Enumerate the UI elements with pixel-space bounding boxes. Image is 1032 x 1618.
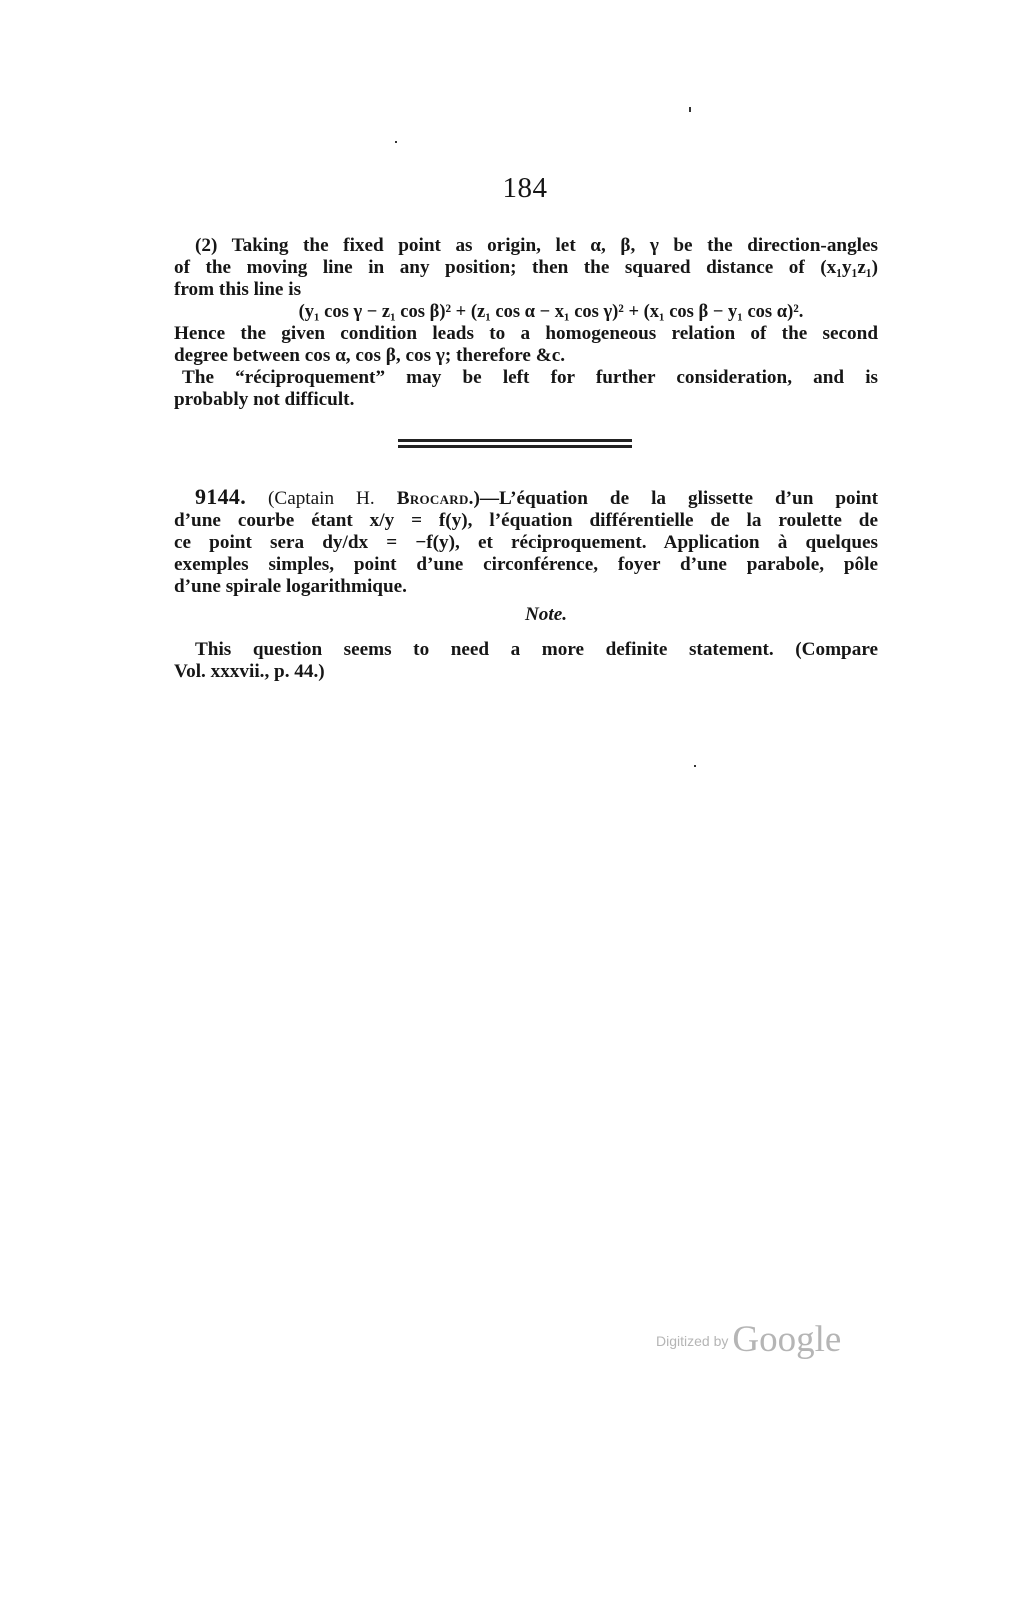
google-logo: Google xyxy=(732,1319,842,1360)
text-line: d’une courbe étant x/y = f(y), l’équation différentielle de la roulette de xyxy=(174,510,878,531)
section-divider xyxy=(398,439,632,442)
text-line: probably not difficult. xyxy=(174,389,355,410)
formula: (y₁ cos γ − z₁ cos β)² + (z₁ cos α − x₁ cos γ)² + (x₁ cos β − y₁ cos α)². xyxy=(298,302,804,322)
author-name: Brocard xyxy=(396,488,469,509)
page-number: 184 xyxy=(502,172,548,204)
text-line: Hence the given condition leads to a homogeneous relation of the second xyxy=(174,323,878,344)
text-line: degree between cos α, cos β, cos γ; therefore &c. xyxy=(174,345,566,366)
question-9144 xyxy=(174,486,878,683)
question-heading-line xyxy=(174,486,878,510)
scan-speck xyxy=(694,765,696,767)
text-line: ce point sera dy/dx = −f(y), et réciproquement. Application à quelques xyxy=(174,532,878,553)
author-open: (Captain H. xyxy=(268,488,375,509)
watermark-small-text: Digitized by xyxy=(656,1333,729,1349)
digitized-watermark xyxy=(656,1318,841,1361)
question-number: 9144. xyxy=(195,484,246,509)
text-line: of the moving line in any position; then the squared distance of (x₁y₁z₁) xyxy=(174,257,878,278)
section-divider xyxy=(398,445,632,448)
text-line: from this line is xyxy=(174,279,302,300)
note-heading: Note. xyxy=(524,604,568,625)
text-line: exemples simples, point d’une circonférence, foyer d’une parabole, pôle xyxy=(174,554,878,575)
text-line: This question seems to need a more definite statement. (Compare xyxy=(195,639,878,660)
scan-speck xyxy=(689,107,691,112)
text-line: d’une spirale logarithmique. xyxy=(174,576,407,597)
text-line: Vol. xxxvii., p. 44.) xyxy=(174,661,325,682)
heading-text: .)—L’équation de la glissette d’un point xyxy=(468,488,879,509)
solution-part-2 xyxy=(174,235,878,411)
text-line: (2) Taking the fixed point as origin, let α, β, γ be the direction-angles xyxy=(195,235,878,256)
scan-speck xyxy=(395,141,397,143)
text-line: The “réciproquement” may be left for further consideration, and is xyxy=(182,367,878,388)
